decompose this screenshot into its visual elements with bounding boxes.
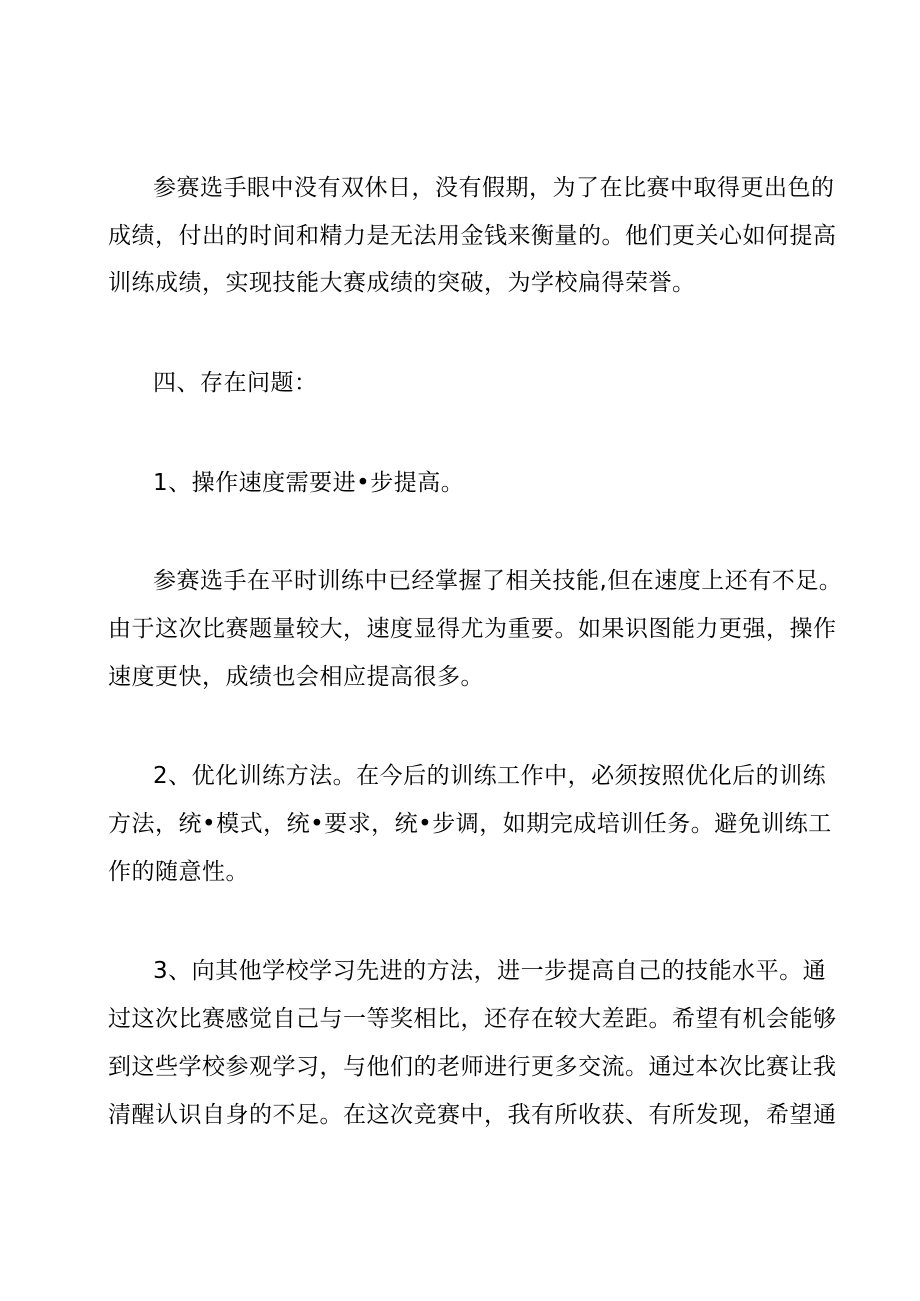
item-1: 1、操作速度需要进•步提高。 <box>153 470 465 496</box>
paragraph-1-line-1: 参赛选手眼中没有双休日，没有假期，为了在比赛中取得更出色的 <box>153 175 835 201</box>
section-heading-4: 四、存在问题： <box>153 370 318 396</box>
item-3-line-1: 3、向其他学校学习先进的方法，进一步提高自己的技能水平。通 <box>153 958 827 984</box>
paragraph-2-line-1: 参赛选手在平时训练中已经掌握了相关技能,但在速度上还有不足。 <box>153 568 843 594</box>
item-3-line-4: 清醒认识自身的不足。在这次竞赛中，我有所收获、有所发现，希望通 <box>108 1102 837 1128</box>
item-2-line-2: 方法，统•模式，统•要求，统•步调，如期完成培训任务。避免训练工 <box>108 811 832 837</box>
item-3-line-3: 到这些学校参观学习，与他们的老师进行更多交流。通过本次比赛让我 <box>108 1054 837 1080</box>
paragraph-2-line-2: 由于这次比赛题量较大，速度显得尤为重要。如果识图能力更强，操作 <box>108 616 837 642</box>
item-3-line-2: 过这次比赛感觉自己与一等奖相比，还存在较大差距。希望有机会能够 <box>108 1006 837 1032</box>
paragraph-1-line-3: 训练成绩，实现技能大赛成绩的突破，为学校扁得荣誉。 <box>108 270 696 296</box>
paragraph-1-line-2: 成绩，付出的时间和精力是无法用金钱来衡量的。他们更关心如何提高 <box>108 223 837 249</box>
paragraph-2-line-3: 速度更快，成绩也会相应提高很多。 <box>108 664 484 690</box>
item-2-line-1: 2、优化训练方法。在今后的训练工作中，必须按照优化后的训练 <box>153 763 827 789</box>
item-2-line-3: 作的随意性。 <box>108 859 249 885</box>
